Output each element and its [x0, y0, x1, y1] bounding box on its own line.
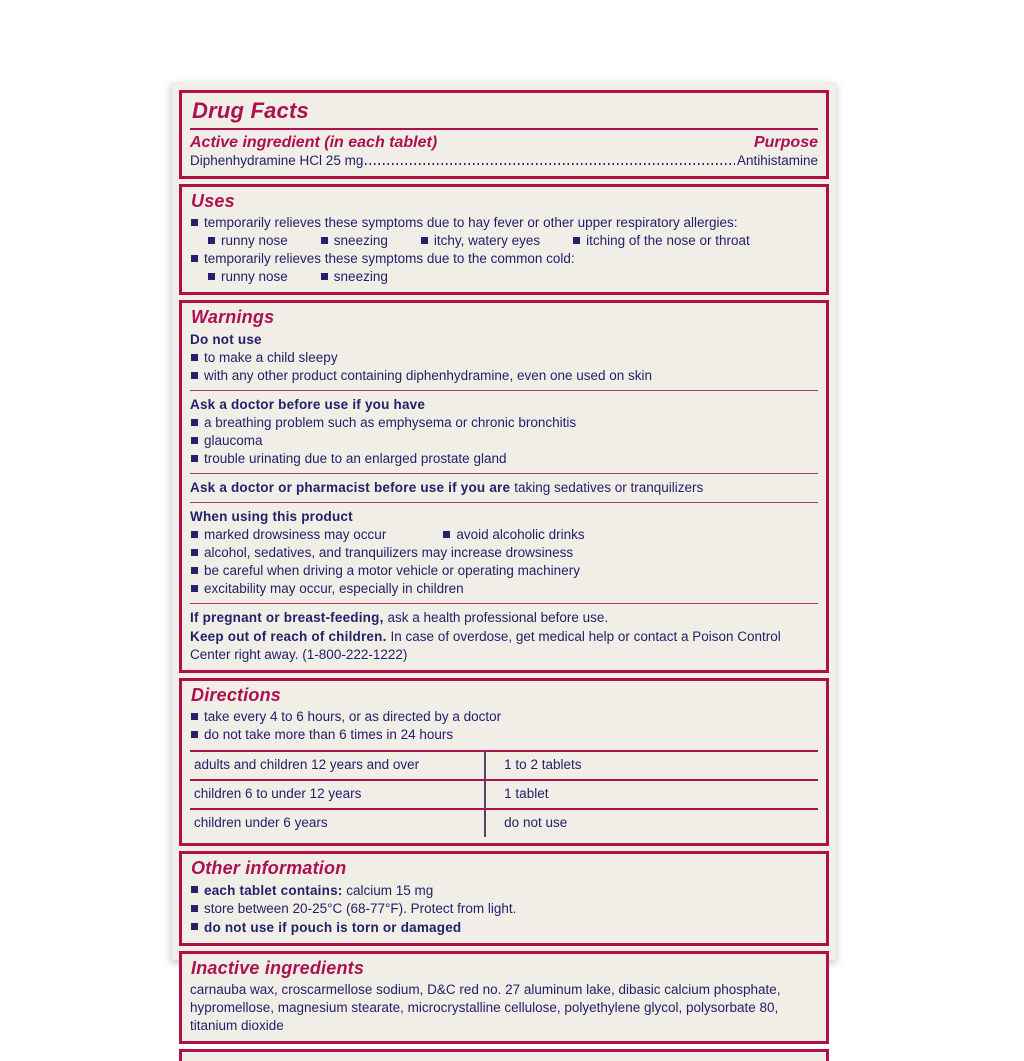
list-item-text: alcohol, sedatives, and tranquilizers may increase drowsiness: [204, 545, 574, 560]
age-group-cell: children under 6 years: [194, 815, 328, 830]
bullet-square-icon: [421, 237, 428, 244]
other-information-heading: Other information: [191, 858, 347, 878]
list-item: [320, 268, 388, 286]
bullet-square-icon: [191, 713, 198, 720]
list-item-text: to make a child sleepy: [204, 350, 338, 365]
directions-section: [179, 678, 829, 846]
list-item-text: be careful when driving a motor vehicle or operating machinery: [204, 563, 580, 578]
purpose-heading: Purpose: [753, 134, 818, 151]
bullet-square-icon: [191, 531, 198, 538]
bullet-square-icon: [321, 273, 328, 280]
list-item-text: excitability may occur, especially in children: [204, 581, 464, 596]
inactive-ingredients-text: carnauba wax, croscarmellose sodium, D&C red no. 27 aluminum lake, dibasic calcium phosphate, hypromellose, magnesium stearate, microcrystalline cellulose, polyethylene glycol, polysorbate 80, titanium dioxide: [190, 982, 781, 1033]
list-item-text: runny nose: [221, 269, 288, 284]
list-item-text: itching of the nose or throat: [586, 233, 750, 248]
list-item-text: sneezing: [333, 233, 388, 248]
next-section-cutoff: [179, 1049, 829, 1061]
tablet-contains-text: calcium 15 mg: [346, 883, 434, 898]
inactive-ingredients-section: [179, 951, 829, 1044]
list-item-text: glaucoma: [204, 433, 263, 448]
bullet-square-icon: [191, 255, 198, 262]
purpose-value: Antihistamine: [736, 153, 818, 168]
bullet-square-icon: [208, 273, 215, 280]
list-item-text: temporarily relieves these symptoms due to the common cold:: [204, 251, 575, 266]
bullet-square-icon: [191, 455, 198, 462]
other-information-section: [179, 851, 829, 946]
when-using-row: [190, 526, 818, 544]
ask-doctor-pharmacist-line: [190, 478, 818, 497]
age-group-cell: children 6 to under 12 years: [194, 786, 362, 801]
dose-cell: 1 tablet: [485, 780, 818, 809]
keep-out-heading: Keep out of reach of children.: [190, 629, 387, 644]
divider: [190, 128, 818, 130]
table-row: [190, 780, 818, 809]
tablet-contains-heading: each tablet contains:: [204, 883, 343, 898]
bullet-square-icon: [191, 585, 198, 592]
pregnancy-warning-text: ask a health professional before use.: [387, 610, 609, 625]
pregnancy-warning: [190, 608, 818, 627]
dose-cell: 1 to 2 tablets: [485, 751, 818, 780]
active-ingredient-row: [190, 152, 818, 170]
header-section: [179, 90, 829, 179]
bullet-square-icon: [191, 905, 198, 912]
list-item: [572, 232, 750, 250]
uses-section: [179, 184, 829, 295]
bullet-square-icon: [191, 923, 198, 930]
list-item: [190, 432, 818, 450]
uses-heading: Uses: [191, 191, 235, 211]
divider: [190, 502, 818, 503]
ask-doctor-pharmacist-text: taking sedatives or tranquilizers: [514, 480, 704, 495]
drug-facts-title: Drug Facts: [192, 98, 309, 123]
list-item-text: [204, 881, 433, 900]
list-item: [207, 232, 288, 250]
keep-out-of-reach-warning: [190, 627, 818, 664]
list-item: [190, 900, 818, 918]
list-item: [420, 232, 540, 250]
uses-allergy-symptoms-row: [207, 232, 818, 250]
list-item-text: a breathing problem such as emphysema or chronic bronchitis: [204, 415, 577, 430]
bullet-square-icon: [191, 731, 198, 738]
list-item-text: trouble urinating due to an enlarged prostate gland: [204, 451, 507, 466]
bullet-square-icon: [191, 886, 198, 893]
list-item: [190, 881, 818, 900]
list-item-text: temporarily relieves these symptoms due to hay fever or other upper respiratory allergies:: [204, 215, 738, 230]
do-not-use-heading: Do not use: [190, 332, 262, 347]
dose-cell: do not use: [485, 809, 818, 837]
bullet-square-icon: [573, 237, 580, 244]
bullet-square-icon: [191, 372, 198, 379]
bullet-square-icon: [191, 419, 198, 426]
list-item-text: do not use if pouch is torn or damaged: [204, 920, 462, 935]
ingredient-name: Diphenhydramine HCl 25 mg: [190, 153, 364, 168]
directions-heading: Directions: [191, 685, 282, 705]
list-item: [442, 526, 584, 544]
list-item: [190, 708, 818, 726]
divider: [190, 473, 818, 474]
list-item: [190, 450, 818, 468]
list-item: [190, 250, 818, 268]
bullet-square-icon: [191, 567, 198, 574]
list-item-text: runny nose: [221, 233, 288, 248]
list-item: [190, 414, 818, 432]
active-ingredient-heading: Active ingredient (in each tablet): [190, 134, 438, 151]
bullet-square-icon: [191, 219, 198, 226]
ask-doctor-pharmacist-heading: Ask a doctor or pharmacist before use if you are: [190, 480, 511, 495]
drug-facts-label: [172, 82, 836, 1033]
list-item-text: do not take more than 6 times in 24 hours: [204, 727, 454, 742]
bullet-square-icon: [191, 549, 198, 556]
bullet-square-icon: [321, 237, 328, 244]
warnings-section: [179, 300, 829, 673]
warnings-heading: Warnings: [191, 307, 275, 327]
list-item-text: take every 4 to 6 hours, or as directed by a doctor: [204, 709, 502, 724]
bullet-square-icon: [191, 354, 198, 361]
list-item-text: with any other product containing diphenhydramine, even one used on skin: [204, 368, 653, 383]
list-item: [207, 268, 288, 286]
list-item: [320, 232, 388, 250]
bullet-square-icon: [443, 531, 450, 538]
list-item: [190, 526, 386, 544]
age-group-cell: adults and children 12 years and over: [194, 757, 420, 772]
list-item: [190, 544, 818, 562]
list-item: [190, 214, 818, 232]
dosage-table: [190, 750, 818, 837]
list-item-text: store between 20-25°C (68-77°F). Protect from light.: [204, 901, 517, 916]
when-using-heading: When using this product: [190, 509, 353, 524]
list-item: [190, 726, 818, 744]
list-item: [190, 367, 818, 385]
divider: [190, 603, 818, 604]
list-item: [190, 562, 818, 580]
bullet-square-icon: [191, 437, 198, 444]
table-row: [190, 751, 818, 780]
pregnancy-warning-heading: If pregnant or breast-feeding,: [190, 610, 384, 625]
table-row: [190, 809, 818, 837]
keep-out-text: In case of overdose, get medical help or contact a Poison Control Center right away. (1-800-222-1222): [190, 629, 781, 662]
list-item: [190, 918, 818, 937]
list-item-text: itchy, watery eyes: [433, 233, 541, 248]
list-item-text: marked drowsiness may occur: [204, 527, 387, 542]
dotted-leader: [365, 163, 735, 165]
list-item: [190, 580, 818, 598]
divider: [190, 390, 818, 391]
uses-cold-symptoms-row: [207, 268, 818, 286]
bullet-square-icon: [208, 237, 215, 244]
ask-doctor-heading: Ask a doctor before use if you have: [190, 397, 426, 412]
inactive-ingredients-heading: Inactive ingredients: [191, 958, 365, 978]
active-ingredient-header-row: [190, 133, 818, 152]
list-item-text: avoid alcoholic drinks: [456, 527, 585, 542]
list-item: [190, 349, 818, 367]
list-item-text: sneezing: [333, 269, 388, 284]
